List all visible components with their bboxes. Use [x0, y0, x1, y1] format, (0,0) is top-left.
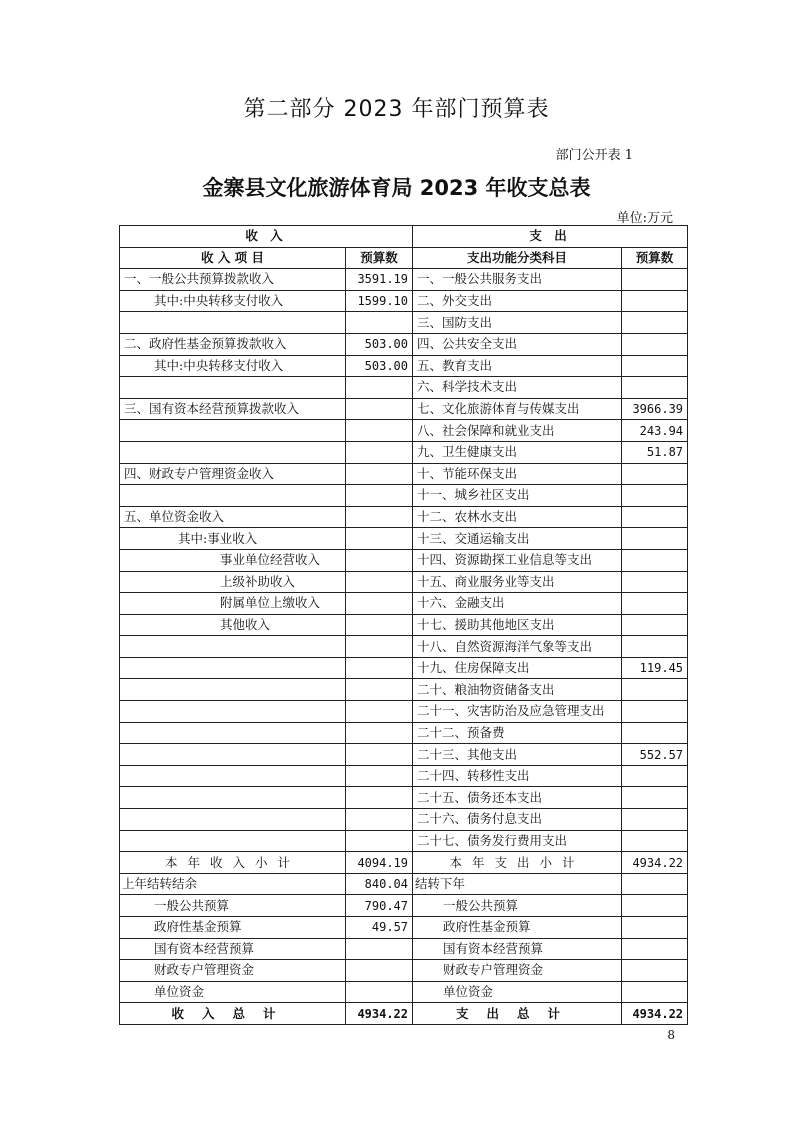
part-title: 第二部分 2023 年部门预算表: [243, 97, 550, 122]
table-row: [120, 614, 688, 636]
income-amount: [346, 809, 413, 831]
income-item: 三、国有资本经营预算拨款收入: [120, 398, 346, 420]
income-item: 四、财政专户管理资金收入: [120, 463, 346, 485]
table-row: [120, 549, 688, 571]
expense-subtotal-amount: 4934.22: [622, 852, 688, 874]
income-item: [120, 701, 346, 723]
income-item: 财政专户管理资金: [120, 960, 346, 982]
carryover-row: [120, 981, 688, 1003]
expense-item: 一、一般公共服务支出: [413, 269, 622, 291]
expense-amount: [622, 809, 688, 831]
income-item: [120, 636, 346, 658]
income-amount: [346, 593, 413, 615]
income-amount: [346, 398, 413, 420]
income-item: 政府性基金预算: [120, 917, 346, 939]
income-subtotal-amount: 4094.19: [346, 852, 413, 874]
table-row: [120, 657, 688, 679]
expense-item: 十六、金融支出: [413, 593, 622, 615]
income-item: 其中:中央转移支付收入: [120, 355, 346, 377]
table-row: [120, 485, 688, 507]
income-subtotal-label: 本年收入小计: [120, 852, 346, 874]
expense-item: 六、科学技术支出: [413, 377, 622, 399]
table-row: [120, 722, 688, 744]
income-item: [120, 377, 346, 399]
expense-amount: [622, 873, 688, 895]
expense-amount: [622, 549, 688, 571]
income-amount: 503.00: [346, 355, 413, 377]
income-header: 收 入: [120, 226, 413, 248]
expense-item: 八、社会保障和就业支出: [413, 420, 622, 442]
table-row: [120, 441, 688, 463]
expense-amount: 119.45: [622, 657, 688, 679]
expense-amount: [622, 722, 688, 744]
income-item: 其中:中央转移支付收入: [120, 290, 346, 312]
income-amount: [346, 420, 413, 442]
expense-amount: 51.87: [622, 441, 688, 463]
income-amount: 49.57: [346, 917, 413, 939]
expense-amount: 3966.39: [622, 398, 688, 420]
expense-amount: [622, 787, 688, 809]
income-item: [120, 485, 346, 507]
income-item: [120, 830, 346, 852]
expense-item: 十、节能环保支出: [413, 463, 622, 485]
expense-item: 二十四、转移性支出: [413, 765, 622, 787]
expense-amount: [622, 614, 688, 636]
expense-item: 四、公共安全支出: [413, 333, 622, 355]
carryover-row: [120, 873, 688, 895]
expense-item: 十一、城乡社区支出: [413, 485, 622, 507]
expense-amount: [622, 485, 688, 507]
expense-amount: [622, 506, 688, 528]
table-row: [120, 528, 688, 550]
income-amount: [346, 981, 413, 1003]
expense-item: 二十三、其他支出: [413, 744, 622, 766]
income-item: 二、政府性基金预算拨款收入: [120, 333, 346, 355]
income-amount: [346, 938, 413, 960]
expense-item: 七、文化旅游体育与传媒支出: [413, 398, 622, 420]
expense-amount: [622, 463, 688, 485]
expense-amount: [622, 355, 688, 377]
expense-item: 财政专户管理资金: [413, 960, 622, 982]
table-row: [120, 398, 688, 420]
expense-total-amount: 4934.22: [622, 1003, 688, 1025]
expense-amount: [622, 528, 688, 550]
table-row: [120, 377, 688, 399]
income-item: 五、单位资金收入: [120, 506, 346, 528]
income-amount: [346, 701, 413, 723]
income-item: [120, 657, 346, 679]
table-row: [120, 571, 688, 593]
expense-item: 十九、住房保障支出: [413, 657, 622, 679]
table-row: [120, 809, 688, 831]
income-item: 其中:事业收入: [120, 528, 346, 550]
income-amount: 503.00: [346, 333, 413, 355]
income-amount: [346, 614, 413, 636]
income-item: 上年结转结余: [120, 873, 346, 895]
carryover-row: [120, 895, 688, 917]
expense-item: 政府性基金预算: [413, 917, 622, 939]
income-item: 国有资本经营预算: [120, 938, 346, 960]
income-amount: [346, 441, 413, 463]
income-item: [120, 679, 346, 701]
table-row: [120, 269, 688, 291]
expense-item: 五、教育支出: [413, 355, 622, 377]
expense-amount: [622, 981, 688, 1003]
expense-item: 二十一、灾害防治及应急管理支出: [413, 701, 622, 723]
income-total-label: 收入总计: [120, 1003, 346, 1025]
income-amount: 1599.10: [346, 290, 413, 312]
income-item: [120, 765, 346, 787]
expense-amount: [622, 960, 688, 982]
expense-item: 十五、商业服务业等支出: [413, 571, 622, 593]
expense-amount-column-header: 预算数: [622, 247, 688, 269]
table-row: [120, 830, 688, 852]
expense-subtotal-label: 本年支出小计: [413, 852, 622, 874]
income-amount-column-header: 预算数: [346, 247, 413, 269]
income-item: [120, 420, 346, 442]
expense-amount: [622, 377, 688, 399]
expense-item: 国有资本经营预算: [413, 938, 622, 960]
expense-item: 二十五、债务还本支出: [413, 787, 622, 809]
table-row: [120, 463, 688, 485]
income-amount: [346, 679, 413, 701]
income-amount: 840.04: [346, 873, 413, 895]
expense-amount: [622, 290, 688, 312]
expense-amount: [622, 830, 688, 852]
income-amount: [346, 485, 413, 507]
income-item: 一、一般公共预算拨款收入: [120, 269, 346, 291]
income-total-amount: 4934.22: [346, 1003, 413, 1025]
budget-summary-table: [119, 225, 688, 1025]
income-amount: [346, 657, 413, 679]
income-amount: [346, 830, 413, 852]
income-item: 单位资金: [120, 981, 346, 1003]
income-amount: [346, 787, 413, 809]
income-item: [120, 744, 346, 766]
income-amount: [346, 571, 413, 593]
unit-label: 单位:万元: [616, 211, 673, 226]
expense-item: 十二、农林水支出: [413, 506, 622, 528]
expense-item: 二十二、预备费: [413, 722, 622, 744]
expense-item: 三、国防支出: [413, 312, 622, 334]
expense-amount: 243.94: [622, 420, 688, 442]
table-row: [120, 312, 688, 334]
income-item: [120, 312, 346, 334]
income-amount: [346, 312, 413, 334]
expense-amount: [622, 765, 688, 787]
expense-item: 十七、援助其他地区支出: [413, 614, 622, 636]
table-row: [120, 593, 688, 615]
income-item: 一般公共预算: [120, 895, 346, 917]
expense-item: 结转下年: [413, 873, 622, 895]
income-amount: [346, 549, 413, 571]
expense-amount: [622, 895, 688, 917]
expense-item: 二、外交支出: [413, 290, 622, 312]
expense-amount: [622, 701, 688, 723]
income-amount: [346, 765, 413, 787]
expense-item: 单位资金: [413, 981, 622, 1003]
expense-item-column-header: 支出功能分类科目: [413, 247, 622, 269]
income-amount: [346, 744, 413, 766]
table-row: [120, 787, 688, 809]
income-amount: 3591.19: [346, 269, 413, 291]
income-amount: [346, 463, 413, 485]
income-item: [120, 787, 346, 809]
expense-item: 二十、粮油物资储备支出: [413, 679, 622, 701]
income-amount: [346, 722, 413, 744]
expense-amount: [622, 636, 688, 658]
income-amount: [346, 636, 413, 658]
table-row: [120, 290, 688, 312]
table-row: [120, 506, 688, 528]
subtotal-row: [120, 852, 688, 874]
expense-total-label: 支出总计: [413, 1003, 622, 1025]
table-row: [120, 765, 688, 787]
income-item: [120, 441, 346, 463]
table-row: [120, 701, 688, 723]
expense-item: 二十六、债务付息支出: [413, 809, 622, 831]
page-number: 8: [667, 1028, 675, 1042]
table-row: [120, 744, 688, 766]
expense-item: 十四、资源勘探工业信息等支出: [413, 549, 622, 571]
income-amount: [346, 377, 413, 399]
table-row: [120, 333, 688, 355]
expense-item: 一般公共预算: [413, 895, 622, 917]
table-title: 金寨县文化旅游体育局 2023 年收支总表: [202, 176, 591, 200]
income-item: [120, 809, 346, 831]
expense-item: 二十七、债务发行费用支出: [413, 830, 622, 852]
expense-amount: [622, 333, 688, 355]
carryover-row: [120, 960, 688, 982]
expense-item: 十八、自然资源海洋气象等支出: [413, 636, 622, 658]
section-header-row: [120, 226, 688, 248]
income-item-column-header: 收 入 项 目: [120, 247, 346, 269]
income-amount: [346, 528, 413, 550]
expense-amount: [622, 917, 688, 939]
total-row: [120, 1003, 688, 1025]
table-row: [120, 355, 688, 377]
carryover-row: [120, 917, 688, 939]
income-item: 上级补助收入: [120, 571, 346, 593]
column-header-row: [120, 247, 688, 269]
carryover-row: [120, 938, 688, 960]
table-row: [120, 679, 688, 701]
expense-amount: [622, 938, 688, 960]
table-row: [120, 636, 688, 658]
income-item: [120, 722, 346, 744]
expense-item: 十三、交通运输支出: [413, 528, 622, 550]
income-item: 其他收入: [120, 614, 346, 636]
expense-amount: [622, 593, 688, 615]
expense-amount: [622, 269, 688, 291]
expense-amount: [622, 312, 688, 334]
expense-item: 九、卫生健康支出: [413, 441, 622, 463]
income-amount: 790.47: [346, 895, 413, 917]
expense-amount: [622, 679, 688, 701]
expense-amount: 552.57: [622, 744, 688, 766]
table-row: [120, 420, 688, 442]
expense-amount: [622, 571, 688, 593]
form-number: 部门公开表 1: [555, 148, 633, 163]
income-item: 附属单位上缴收入: [120, 593, 346, 615]
income-item: 事业单位经营收入: [120, 549, 346, 571]
income-amount: [346, 506, 413, 528]
expense-header: 支 出: [413, 226, 688, 248]
income-amount: [346, 960, 413, 982]
